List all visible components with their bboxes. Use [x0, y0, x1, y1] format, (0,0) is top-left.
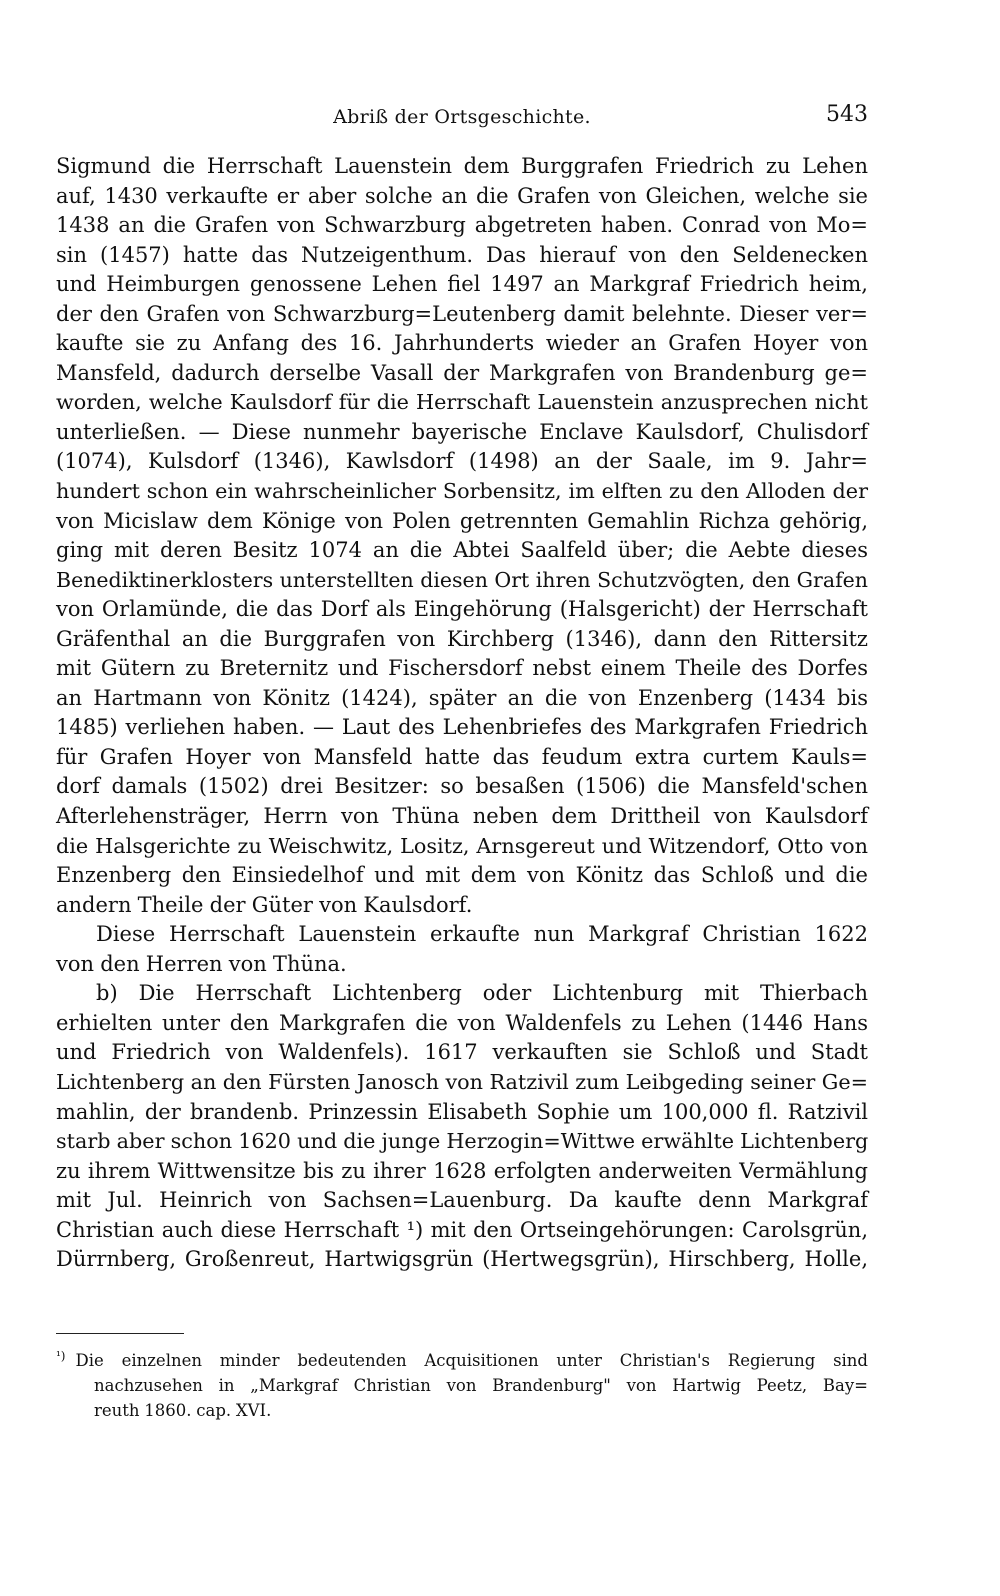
text-line: worden, welche Kaulsdorf für die Herrschaft Lauenstein anzusprechen nicht [56, 390, 868, 415]
running-header [56, 98, 868, 138]
text-line: Sigmund die Herrschaft Lauenstein dem Burggrafen Friedrich zu Lehen [56, 154, 868, 178]
footnote-line [56, 1348, 868, 1373]
body-text [56, 152, 868, 1275]
text-line: hundert schon ein wahrscheinlicher Sorbensitz, im elften zu den Alloden der [56, 479, 868, 504]
footnote-marker: ¹) [56, 1348, 66, 1363]
text-line: die Halsgerichte zu Weischwitz, Lositz, Arnsgereut und Witzendorf, Otto von [56, 833, 868, 858]
text-line: Dürrnberg, Großenreut, Hartwigsgrün (Hertwegsgrün), Hirschberg, Holle, [56, 1247, 868, 1272]
text-line: (1074), Kulsdorf (1346), Kawlsdorf (1498) an der Saale, im 9. Jahr= [56, 449, 868, 474]
text-line: andern Theile der Güter von Kaulsdorf. [56, 892, 473, 917]
footnote-line: reuth 1860. cap. XVI. [94, 1401, 272, 1420]
text-line: der den Grafen von Schwarzburg=Leutenberg damit belehnte. Dieser ver= [56, 301, 868, 326]
text-line: unterließen. — Diese nunmehr bayerische Enclave Kaulsdorf, Chulisdorf [56, 419, 868, 444]
text-line: starb aber schon 1620 und die junge Herzogin=Wittwe erwählte Lichtenberg [56, 1129, 869, 1154]
text-line: b) Die Herrschaft Lichtenberg oder Lichtenburg mit Thierbach [96, 981, 868, 1006]
text-line: kaufte sie zu Anfang des 16. Jahrhunderts wieder an Grafen Hoyer von [56, 331, 868, 356]
text-line: Afterlehensträger, Herrn von Thüna neben dem Drittheil von Kaulsdorf [56, 804, 868, 829]
footnote [56, 1348, 868, 1423]
text-line: Gräfenthal an die Burggrafen von Kirchberg (1346), dann den Rittersitz [56, 626, 868, 651]
page-number: 543 [826, 102, 868, 127]
text-line: auf, 1430 verkaufte er aber solche an die Grafen von Gleichen, welche sie [56, 183, 868, 208]
text-line: mit Gütern zu Breternitz und Fischersdorf nebst einem Theile des Dorfes [56, 656, 868, 681]
text-line: dorf damals (1502) drei Besitzer: so besaßen (1506) die Mansfeld'schen [56, 774, 868, 799]
text-line: von Micislaw dem Könige von Polen getrennten Gemahlin Richza gehörig, [56, 508, 868, 533]
text-line: von den Herren von Thüna. [56, 951, 347, 976]
text-line: und Friedrich von Waldenfels). 1617 verkauften sie Schloß und Stadt [56, 1040, 868, 1065]
text-line: erhielten unter den Markgrafen die von Waldenfels zu Lehen (1446 Hans [56, 1010, 868, 1035]
text-line: 1438 an die Grafen von Schwarzburg abgetreten haben. Conrad von Mo= [56, 213, 868, 238]
running-title: Abriß der Ortsgeschichte. [333, 106, 591, 128]
text-line: 1485) verliehen haben. — Laut des Lehenbriefes des Markgrafen Friedrich [56, 715, 868, 740]
text-line: Benediktinerklosters unterstellten diesen Ort ihren Schutzvögten, den Grafen [56, 567, 868, 592]
text-line: Enzenberg den Einsiedelhof und mit dem von Könitz das Schloß und die [56, 863, 868, 888]
footnote-text: Die einzelnen minder bedeutenden Acquisitionen unter Christian's Regierung sind [75, 1351, 868, 1370]
text-line: Mansfeld, dadurch derselbe Vasall der Markgrafen von Brandenburg ge= [56, 360, 868, 385]
text-line: und Heimburgen genossene Lehen fiel 1497 an Markgraf Friedrich heim, [56, 272, 868, 297]
text-line: von Orlamünde, die das Dorf als Eingehörung (Halsgericht) der Herrschaft [56, 597, 868, 622]
footnote-line: nachzusehen in „Markgraf Christian von Brandenburg" von Hartwig Peetz, Bay= [94, 1376, 868, 1395]
text-line: sin (1457) hatte das Nutzeigenthum. Das hierauf von den Seldenecken [56, 242, 868, 267]
text-line: Diese Herrschaft Lauenstein erkaufte nun Markgraf Christian 1622 [96, 922, 868, 947]
text-line: ging mit deren Besitz 1074 an die Abtei Saalfeld über; die Aebte dieses [56, 538, 868, 563]
text-line: an Hartmann von Könitz (1424), später an die von Enzenberg (1434 bis [56, 685, 868, 710]
text-line: für Grafen Hoyer von Mansfeld hatte das feudum extra curtem Kauls= [56, 744, 868, 769]
text-line: Christian auch diese Herrschaft ¹) mit den Ortseingehörungen: Carolsgrün, [56, 1217, 868, 1242]
text-line: Lichtenberg an den Fürsten Janosch von Ratzivil zum Leibgeding seiner Ge= [56, 1069, 868, 1094]
text-line: zu ihrem Wittwensitze bis zu ihrer 1628 erfolgten anderweiten Vermählung [56, 1158, 868, 1183]
footnote-divider [56, 1333, 184, 1334]
text-line: mit Jul. Heinrich von Sachsen=Lauenburg. Da kaufte denn Markgraf [56, 1188, 868, 1213]
text-line: mahlin, der brandenb. Prinzessin Elisabeth Sophie um 100,000 fl. Ratzivil [56, 1099, 868, 1124]
